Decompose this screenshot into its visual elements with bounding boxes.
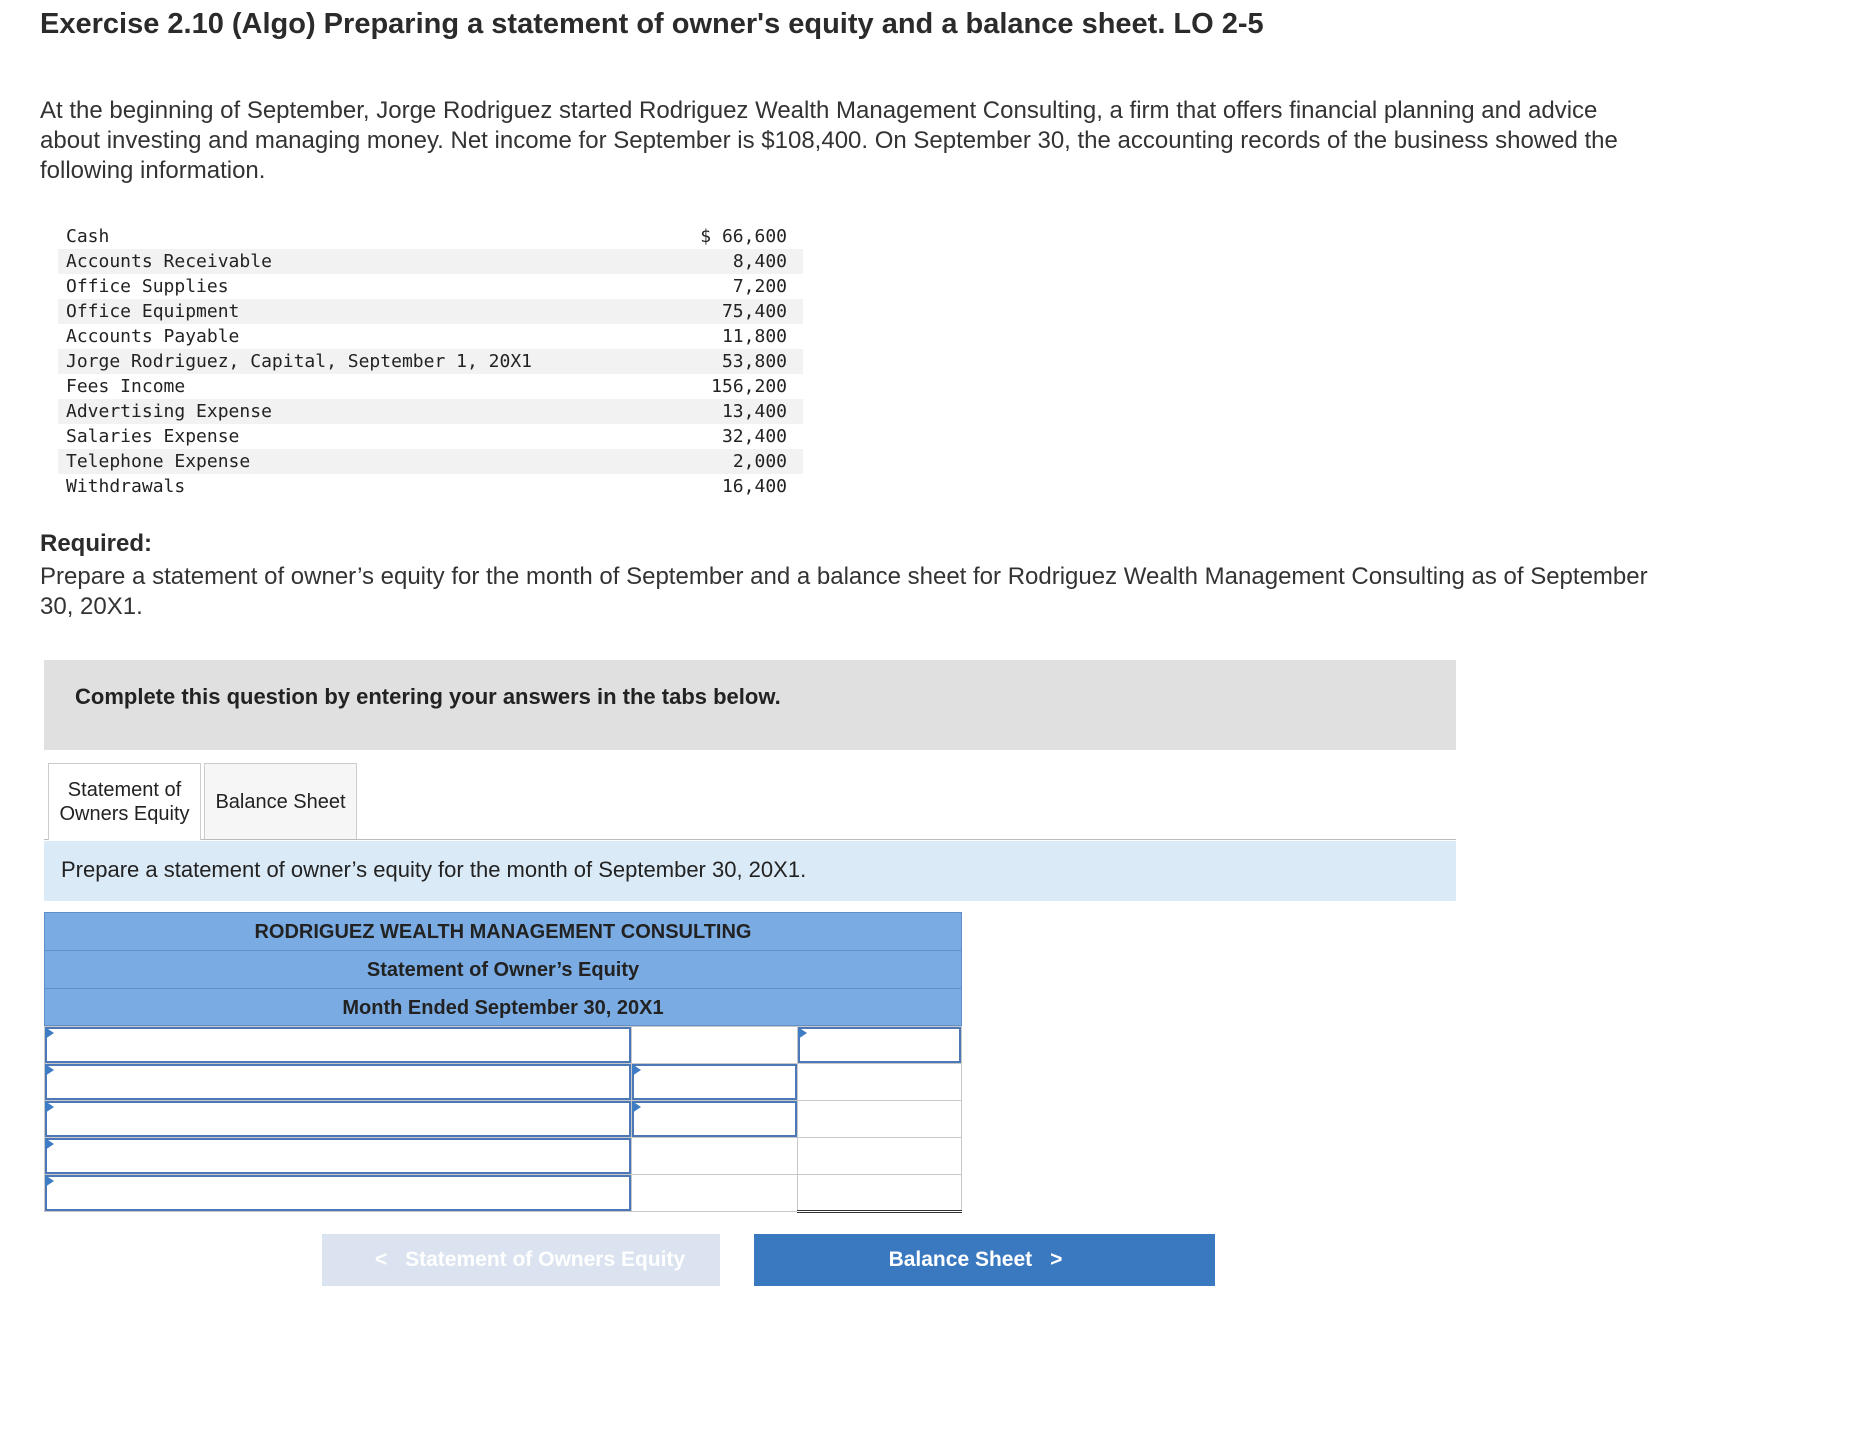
dropdown-marker-icon — [45, 1027, 54, 1039]
account-amount: 7,200 — [732, 276, 787, 297]
table-row — [45, 1064, 962, 1101]
table-row — [45, 1138, 962, 1175]
account-name: Office Equipment — [58, 299, 629, 324]
table-row — [58, 374, 803, 399]
input-marker-icon — [798, 1027, 807, 1039]
account-name: Accounts Payable — [66, 326, 240, 347]
account-dropdown[interactable] — [45, 1064, 631, 1100]
account-dropdown[interactable] — [45, 1101, 631, 1137]
table-row — [58, 424, 803, 449]
account-amount: 53,800 — [629, 349, 803, 374]
amount-input[interactable] — [632, 1101, 797, 1137]
table-row — [58, 349, 803, 374]
statement-name: Statement of Owner’s Equity — [44, 950, 962, 988]
account-amount: 32,400 — [721, 426, 787, 447]
dropdown-marker-icon — [45, 1138, 54, 1150]
statement-period: Month Ended September 30, 20X1 — [44, 988, 962, 1026]
statement-entry-grid — [44, 1026, 962, 1213]
account-dropdown[interactable] — [45, 1027, 631, 1063]
tab-balance-sheet[interactable] — [204, 763, 357, 840]
table-row — [58, 274, 803, 299]
account-name: Accounts Receivable — [58, 249, 629, 274]
chevron-right-icon: > — [1050, 1248, 1063, 1271]
table-row — [58, 399, 803, 424]
table-row — [45, 1175, 962, 1212]
table-row — [58, 299, 803, 324]
previous-tab-label: Statement of Owners Equity — [405, 1248, 686, 1271]
tab-label: Balance Sheet — [215, 791, 346, 813]
tab-prompt-banner — [44, 841, 1456, 901]
problem-intro: At the beginning of September, Jorge Rodriguez started Rodriguez Wealth Management Consulting, a firm that offers financial planning and advice about investing and managing money. Net income for September is $108,400. On September 30, the accounting records of the business showed the following information. — [40, 97, 1618, 184]
tab-label-line: Statement of — [67, 779, 182, 801]
dropdown-marker-icon — [45, 1101, 54, 1113]
account-amount: 13,400 — [629, 399, 803, 424]
statement-company-name: RODRIGUEZ WEALTH MANAGEMENT CONSULTING — [44, 912, 962, 950]
account-name: Telephone Expense — [58, 449, 629, 474]
account-name: Advertising Expense — [58, 399, 629, 424]
table-row — [45, 1101, 962, 1138]
account-name: Office Supplies — [66, 276, 229, 297]
page-title: Exercise 2.10 (Algo) Preparing a statement of owner's equity and a balance sheet. LO 2-5 — [40, 8, 1264, 40]
table-row — [58, 449, 803, 474]
table-row — [58, 324, 803, 349]
next-tab-button[interactable] — [754, 1234, 1215, 1286]
account-amount: 8,400 — [629, 249, 803, 274]
account-name: Salaries Expense — [66, 426, 240, 447]
table-row — [58, 474, 803, 499]
account-name: Cash — [66, 226, 110, 247]
statement-worksheet — [44, 912, 962, 1026]
tab-prompt-text: Prepare a statement of owner’s equity for the month of September 30, 20X1. — [61, 857, 807, 882]
input-marker-icon — [632, 1064, 641, 1076]
required-text: Prepare a statement of owner’s equity for the month of September and a balance sheet for Rodriguez Wealth Management Consulting as of September 30, 20X1. — [40, 563, 1648, 620]
dropdown-marker-icon — [45, 1064, 54, 1076]
tab-divider — [44, 839, 1456, 840]
account-dropdown[interactable] — [45, 1175, 631, 1211]
account-name: Withdrawals — [66, 476, 186, 497]
account-amount: 2,000 — [629, 449, 803, 474]
table-row — [45, 1027, 962, 1064]
account-name: Jorge Rodriguez, Capital, September 1, 20X1 — [58, 349, 629, 374]
tab-statement-of-owners-equity[interactable] — [48, 763, 201, 840]
required-label: Required: — [40, 530, 153, 557]
total-amount-input[interactable] — [798, 1027, 961, 1063]
dropdown-marker-icon — [45, 1175, 54, 1187]
account-amount: 75,400 — [629, 299, 803, 324]
account-amount: $ 66,600 — [700, 226, 787, 247]
tab-label-line: Owners Equity — [59, 803, 190, 825]
account-amount: 156,200 — [711, 376, 787, 397]
account-name: Fees Income — [66, 376, 186, 397]
instruction-banner — [44, 660, 1456, 750]
account-amount: 16,400 — [721, 476, 787, 497]
tab-label — [59, 778, 189, 826]
amount-input[interactable] — [632, 1064, 797, 1100]
previous-tab-button[interactable] — [322, 1234, 720, 1286]
table-row — [58, 224, 803, 249]
instruction-text: Complete this question by entering your answers in the tabs below. — [75, 684, 781, 709]
account-amount: 11,800 — [721, 326, 787, 347]
account-records-table — [58, 224, 803, 499]
table-row — [58, 249, 803, 274]
chevron-left-icon: < — [374, 1248, 388, 1271]
account-dropdown[interactable] — [45, 1138, 631, 1174]
input-marker-icon — [632, 1101, 641, 1113]
next-tab-label: Balance Sheet — [888, 1248, 1033, 1271]
